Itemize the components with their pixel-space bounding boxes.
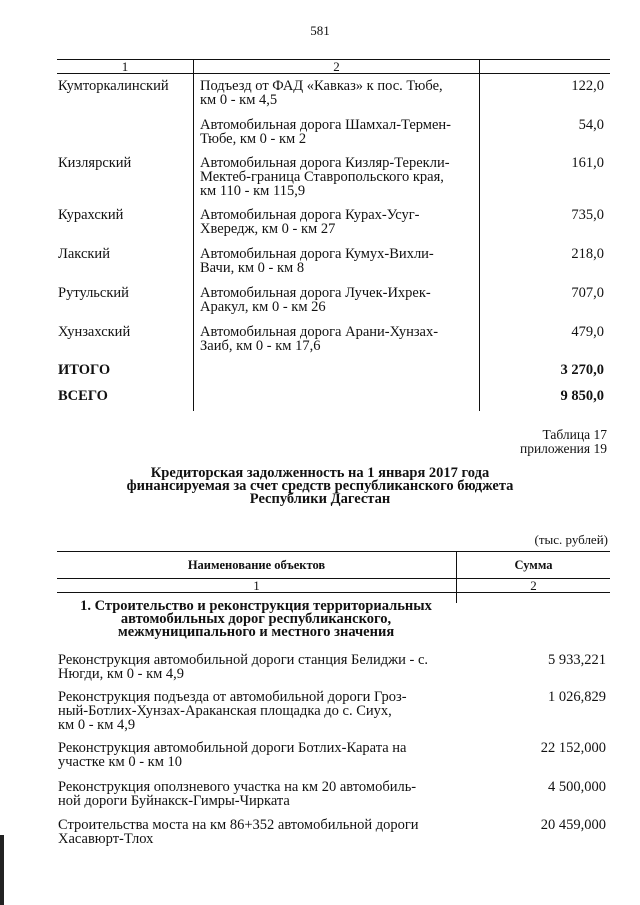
name-line: Реконструкция оползневого участка на км 20 автомобиль- (58, 779, 417, 795)
section-line: автомобильных дорог республиканского, (120, 611, 392, 627)
table1-district: Рутульский (58, 285, 129, 301)
table1-road (200, 79, 470, 107)
table2-object-name (58, 741, 454, 769)
table1-district: Кумторкалинский (58, 78, 169, 94)
table2-sum: 22 152,000 (540, 740, 606, 756)
road-line: Хвередж, км 0 - км 27 (200, 221, 336, 237)
name-line: ной дороги Буйнакск-Гимры-Чирката (58, 793, 290, 809)
table1-district: Курахский (58, 207, 124, 223)
table2-col2-number: 2 (530, 578, 537, 593)
road-line: Заиб, км 0 - км 17,6 (200, 338, 321, 354)
table1-col-divider (193, 59, 194, 411)
table1-value: 479,0 (571, 324, 604, 340)
table1-grand-label: ВСЕГО (58, 388, 108, 404)
table2-sum: 1 026,829 (548, 689, 606, 705)
road-line: Автомобильная дорога Лучек-Ихрек- (200, 285, 431, 301)
road-line: Автомобильная дорога Курах-Усуг- (200, 207, 420, 223)
road-line: Тюбе, км 0 - км 2 (200, 131, 307, 147)
table1-road (200, 286, 470, 314)
name-line: ный-Ботлих-Хунзах-Араканская площадка до с. Сиух, (58, 703, 392, 719)
table1-total-value: 3 270,0 (560, 362, 604, 378)
table1-value: 735,0 (571, 207, 604, 223)
table1-district: Хунзахский (58, 324, 131, 340)
table1-value: 54,0 (578, 117, 604, 133)
table2-top-border (57, 551, 610, 552)
road-line: Вачи, км 0 - км 8 (200, 260, 305, 276)
name-line: Нюгди, км 0 - км 4,9 (58, 666, 185, 682)
table2-sum: 5 933,221 (548, 652, 606, 668)
road-line: Подъезд от ФАД «Кавказ» к пос. Тюбе, (200, 78, 443, 94)
caption-line: Таблица 17 (542, 427, 607, 442)
table1-district: Лакский (58, 246, 110, 262)
title-line: Кредиторская задолженность на 1 января 2017 года (150, 465, 490, 481)
table1-grand-value: 9 850,0 (560, 388, 604, 404)
name-line: Реконструкция автомобильной дороги Ботлих-Карата на (58, 740, 407, 756)
table2-sum: 4 500,000 (548, 779, 606, 795)
table1-col2-header: 2 (333, 59, 340, 74)
table2-object-name (58, 690, 454, 732)
name-line: участке км 0 - км 10 (58, 754, 183, 770)
table1-col-divider (479, 59, 480, 411)
table-caption (400, 428, 607, 456)
road-line: Автомобильная дорога Кумух-Вихли- (200, 246, 434, 262)
table2-header-name: Наименование объектов (187, 558, 326, 572)
table1-col1-header: 1 (121, 59, 129, 74)
table2-object-name (58, 818, 454, 846)
road-line: Аракул, км 0 - км 26 (200, 299, 326, 315)
table2-section-heading (58, 600, 454, 639)
title-line: Республики Дагестан (249, 491, 391, 507)
road-line: Автомобильная дорога Шамхал-Термен- (200, 117, 452, 133)
table1-district: Кизлярский (58, 155, 132, 171)
table1-road (200, 247, 470, 275)
table1-road (200, 118, 470, 146)
road-line: км 110 - км 115,9 (200, 183, 306, 199)
road-line: Автомобильная дорога Кизляр-Терекли- (200, 155, 450, 171)
table2-sum: 20 459,000 (540, 817, 606, 833)
page-number: 581 (310, 23, 330, 38)
table1-value: 161,0 (571, 155, 604, 171)
table2-col1-number: 1 (253, 578, 260, 593)
units-label: (тыс. рублей) (534, 532, 608, 547)
road-line: Мектеб-граница Ставропольского края, (200, 169, 444, 185)
title-line: финансируемая за счет средств республиканского бюджета (126, 478, 514, 494)
road-line: Автомобильная дорога Арани-Хунзах- (200, 324, 439, 340)
table1-road (200, 156, 470, 198)
table1-total-label: ИТОГО (58, 362, 111, 378)
document-title (40, 467, 600, 506)
table1-value: 218,0 (571, 246, 604, 262)
section-line: 1. Строительство и реконструкция территориальных (80, 598, 432, 614)
name-line: Реконструкция подъезда от автомобильной дороги Гроз- (58, 689, 407, 705)
table1-value: 122,0 (571, 78, 604, 94)
name-line: Строительства моста на км 86+352 автомобильной дороги (58, 817, 419, 833)
table1-road (200, 208, 470, 236)
road-line: км 0 - км 4,5 (200, 92, 278, 108)
section-line: межмуниципального и местного значения (117, 624, 395, 640)
table2-object-name (58, 780, 454, 808)
table2-header-sum: Сумма (514, 558, 553, 572)
name-line: Реконструкция автомобильной дороги станция Белиджи - с. (58, 652, 429, 668)
table1-road (200, 325, 470, 353)
name-line: км 0 - км 4,9 (58, 717, 136, 733)
caption-line: приложения 19 (519, 441, 607, 456)
scan-edge-shadow (0, 835, 4, 905)
name-line: Хасавюрт-Тлох (58, 831, 154, 847)
table2-object-name (58, 653, 454, 681)
table1-value: 707,0 (571, 285, 604, 301)
